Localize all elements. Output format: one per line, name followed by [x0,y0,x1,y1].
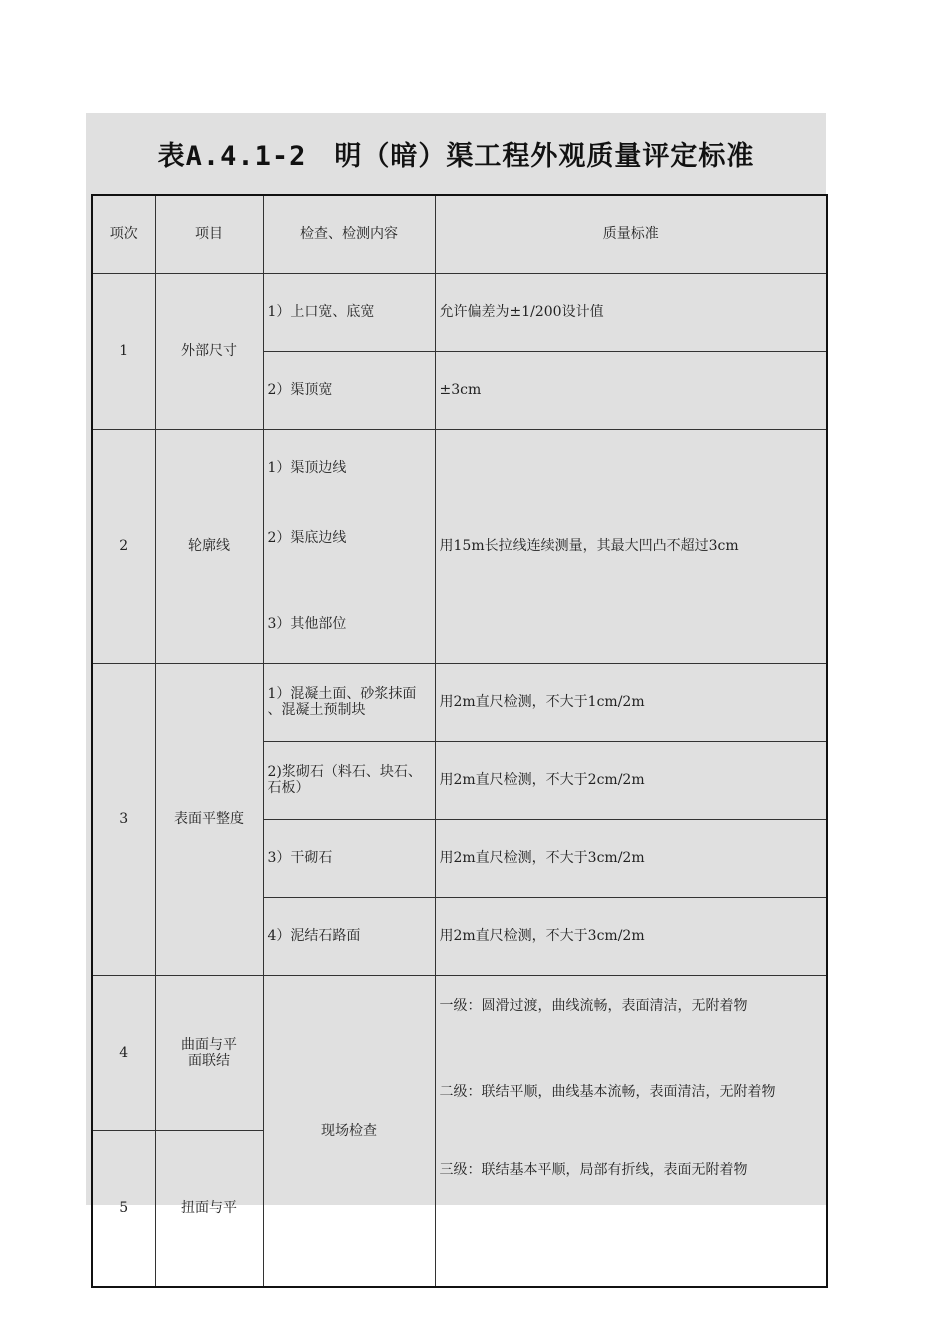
check-cell: 2)浆砌石（料石、块石、石板） [263,741,435,819]
standard-cell: ±3cm [435,351,827,429]
row-item: 扭面与平 [155,1131,263,1287]
row-no: 5 [92,1131,155,1287]
standard-cell [435,975,827,1287]
spreadsheet-page [86,113,826,1217]
standard-cell: 用2m直尺检测，不大于2cm/2m [435,741,827,819]
row-no: 3 [92,663,155,975]
table-row [92,663,827,741]
check-line: 2）渠底边线 [267,529,347,546]
check-cell: 3）干砌石 [263,819,435,897]
table-row [92,975,827,1131]
standard-cell: 允许偏差为±1/200设计值 [435,273,827,351]
row-item: 表面平整度 [155,663,263,975]
header-no: 项次 [92,195,155,273]
quality-standard-table [91,194,828,1288]
check-cell: 4）泥结石路面 [263,897,435,975]
standard-cell: 用2m直尺检测，不大于3cm/2m [435,897,827,975]
check-line: 1）渠顶边线 [267,459,347,476]
page-title: 表A.4.1-2 明（暗）渠工程外观质量评定标准 [157,140,755,172]
header-standard: 质量标准 [435,195,827,273]
row-no: 2 [92,429,155,663]
check-cell [263,429,435,663]
standard-cell: 用15m长拉线连续测量，其最大凹凸不超过3cm [435,429,827,663]
grade-line: 二级：联结平顺，曲线基本流畅，表面清洁，无附着物 [439,1083,776,1100]
grade-line: 三级：联结基本平顺，局部有折线，表面无附着物 [439,1161,748,1178]
row-no: 1 [92,273,155,429]
check-cell: 现场检查 [263,975,435,1287]
header-row [92,195,827,273]
header-item: 项目 [155,195,263,273]
check-cell: 1）混凝土面、砂浆抹面 、混凝土预制块 [263,663,435,741]
row-no: 4 [92,975,155,1131]
row-item: 曲面与平面联结 [155,975,263,1131]
check-line: 3）其他部位 [267,615,347,632]
standard-cell: 用2m直尺检测，不大于1cm/2m [435,663,827,741]
check-cell: 1）上口宽、底宽 [263,273,435,351]
grade-line: 一级：圆滑过渡，曲线流畅，表面清洁，无附着物 [439,997,748,1014]
row-item: 外部尺寸 [155,273,263,429]
standard-cell: 用2m直尺检测，不大于3cm/2m [435,819,827,897]
row-item: 轮廓线 [155,429,263,663]
check-cell: 2）渠顶宽 [263,351,435,429]
header-check: 检查、检测内容 [263,195,435,273]
table-row [92,429,827,663]
table-row [92,273,827,351]
